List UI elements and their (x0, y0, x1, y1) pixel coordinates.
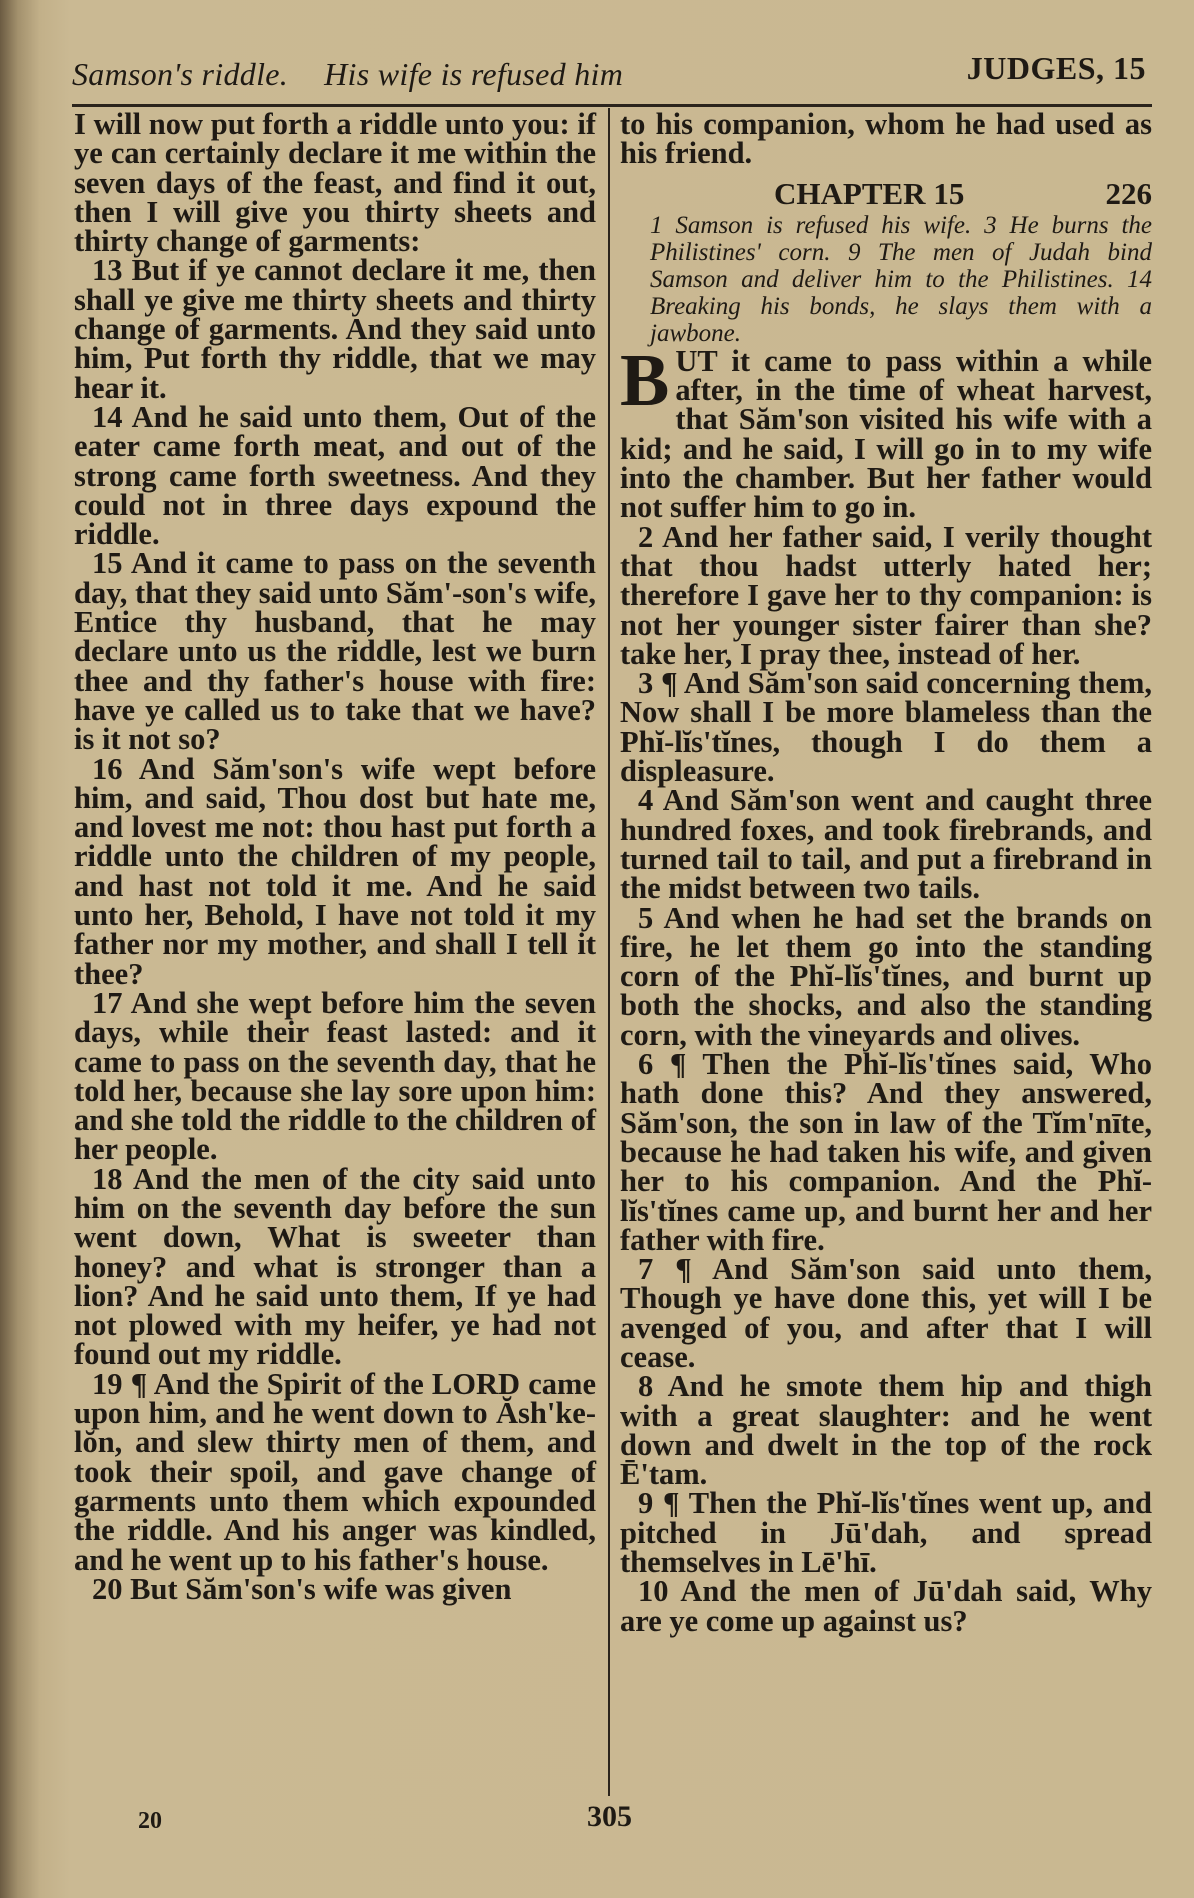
right-column (620, 107, 1152, 1638)
chapter-summary: 1 Samson is refused his wife. 3 He burns the Philistines' corn. 9 The men of Judah bind Samson and deliver him to the Philistines. 14 Breaking his bonds, he slays them with a jawbone. (650, 211, 1152, 347)
chapter-title: CHAPTER 15 (774, 175, 965, 211)
verse-8: 8 And he smote them hip and thigh with a great slaughter: and he went down and dwelt in the top of the rock Ē'tam. (620, 1369, 1152, 1492)
running-head-left (72, 56, 623, 93)
verse-1 (620, 339, 1152, 525)
verse-18: 18 And the men of the city said unto him on the seventh day before the sun went down, What is sweeter than honey? and what is stronger than a lion? And he said unto them, If ye had not plowed with my heifer, ye had not found out my riddle. (74, 1161, 596, 1372)
verse-7: 7 ¶ And Săm'son said unto them, Though ye have done this, yet will I be avenged of you, and after that I will cease. (620, 1252, 1152, 1374)
column-divider (608, 108, 610, 1796)
running-head-book: JUDGES, 15 (966, 50, 1146, 86)
verse-4: 4 And Săm'son went and caught three hundred foxes, and took firebrands, and turned tail to tail, and put a firebrand in the midst between two tails. (620, 783, 1152, 906)
verse-20-continued: to his companion, whom he had used as his friend. (620, 107, 1152, 171)
verse-19: 19 ¶ And the Spirit of the LORD came upon him, and he went down to Ăsh'ke-lŏn, and slew thirty men of them, and took their spoil, and gave change of garments unto them which expounded the riddle. And his anger was kindled, and he went up to his father's house. (74, 1366, 596, 1577)
left-column (74, 107, 596, 1606)
verse-17: 17 And she wept before him the seven days, while their feast lasted: and it came to pass on the seventh day, that he told her, because she lay sore upon him: and she told the riddle to the children of her people. (74, 985, 596, 1167)
verse-5: 5 And when he had set the brands on fire, he let them go into the standing corn of the Phĭ-lĭs'tĭnes, and burnt up both the shocks, and also the standing corn, with the vineyards and olives. (620, 900, 1152, 1052)
signature-mark: 20 (138, 1808, 162, 1834)
verse-15: 15 And it came to pass on the seventh day, that they said unto Săm'-son's wife, Entice thy husband, that he may declare unto us the riddle, lest we burn thee and thy father's house with fire: have ye called us to take that we have? is it not so? (74, 546, 596, 757)
verse-12-continued: I will now put forth a riddle unto you: if ye can certainly declare it me within the seven days of the feast, and find it out, then I will give you thirty sheets and thirty change of garments: (74, 107, 596, 259)
verse-16: 16 And Săm'son's wife wept before him, and said, Thou dost but hate me, and lovest me not: thou hast put forth a riddle unto the children of my people, and hast not told it me. And he said unto her, Behold, I have not told it my father nor my mother, and shall I tell it thee? (74, 751, 596, 991)
chapter-heading (620, 175, 1152, 211)
verse-3: 3 ¶ And Săm'son said concerning them, Now shall I be more blameless than the Phĭ-lĭs'tĭnes, though I do them a displeasure. (620, 666, 1152, 789)
verse-10: 10 And the men of Jū'dah said, Why are ye come up against us? (620, 1574, 1152, 1638)
verse-6: 6 ¶ Then the Phĭ-lĭs'tĭnes said, Who hath done this? And they answered, Săm'son, the son in law of the Tĭm'nīte, because he had taken his wife, and given her to his companion. And the Phĭ-lĭs'tĭnes came up, and burnt her and her father with fire. (620, 1047, 1152, 1257)
chapter-number: 226 (1105, 175, 1152, 211)
verse-14: 14 And he said unto them, Out of the eater came forth meat, and out of the strong came forth sweetness. And they could not in three days expound the riddle. (74, 399, 596, 552)
page-number: 305 (587, 1800, 632, 1833)
verse-13: 13 But if ye cannot declare it me, then shall ye give me thirty sheets and thirty change of garments. And they said unto him, Put forth thy riddle, that we may hear it. (74, 253, 596, 405)
verse-2: 2 And her father said, I verily thought that thou hadst utterly hated her; therefore I gave her to thy companion: is not her younger sister fairer than she? take her, I pray thee, instead of her. (620, 519, 1152, 671)
drop-cap: B (620, 339, 670, 422)
running-head-topic-1: Samson's riddle. (72, 56, 289, 92)
verse-20: 20 But Săm'son's wife was given (92, 1571, 512, 1606)
verse-9: 9 ¶ Then the Phĭ-lĭs'tĭnes went up, and pitched in Jū'dah, and spread themselves in Lē'hī. (620, 1486, 1152, 1580)
verse-1-text: UT it came to pass within a while after, in the time of wheat harvest, that Săm'son visited his wife with a kid; and he said, I will go in to my wife into the chamber. But her father would not suffer him to go in. (620, 343, 1152, 525)
running-head-topic-2: His wife is refused him (324, 56, 624, 92)
